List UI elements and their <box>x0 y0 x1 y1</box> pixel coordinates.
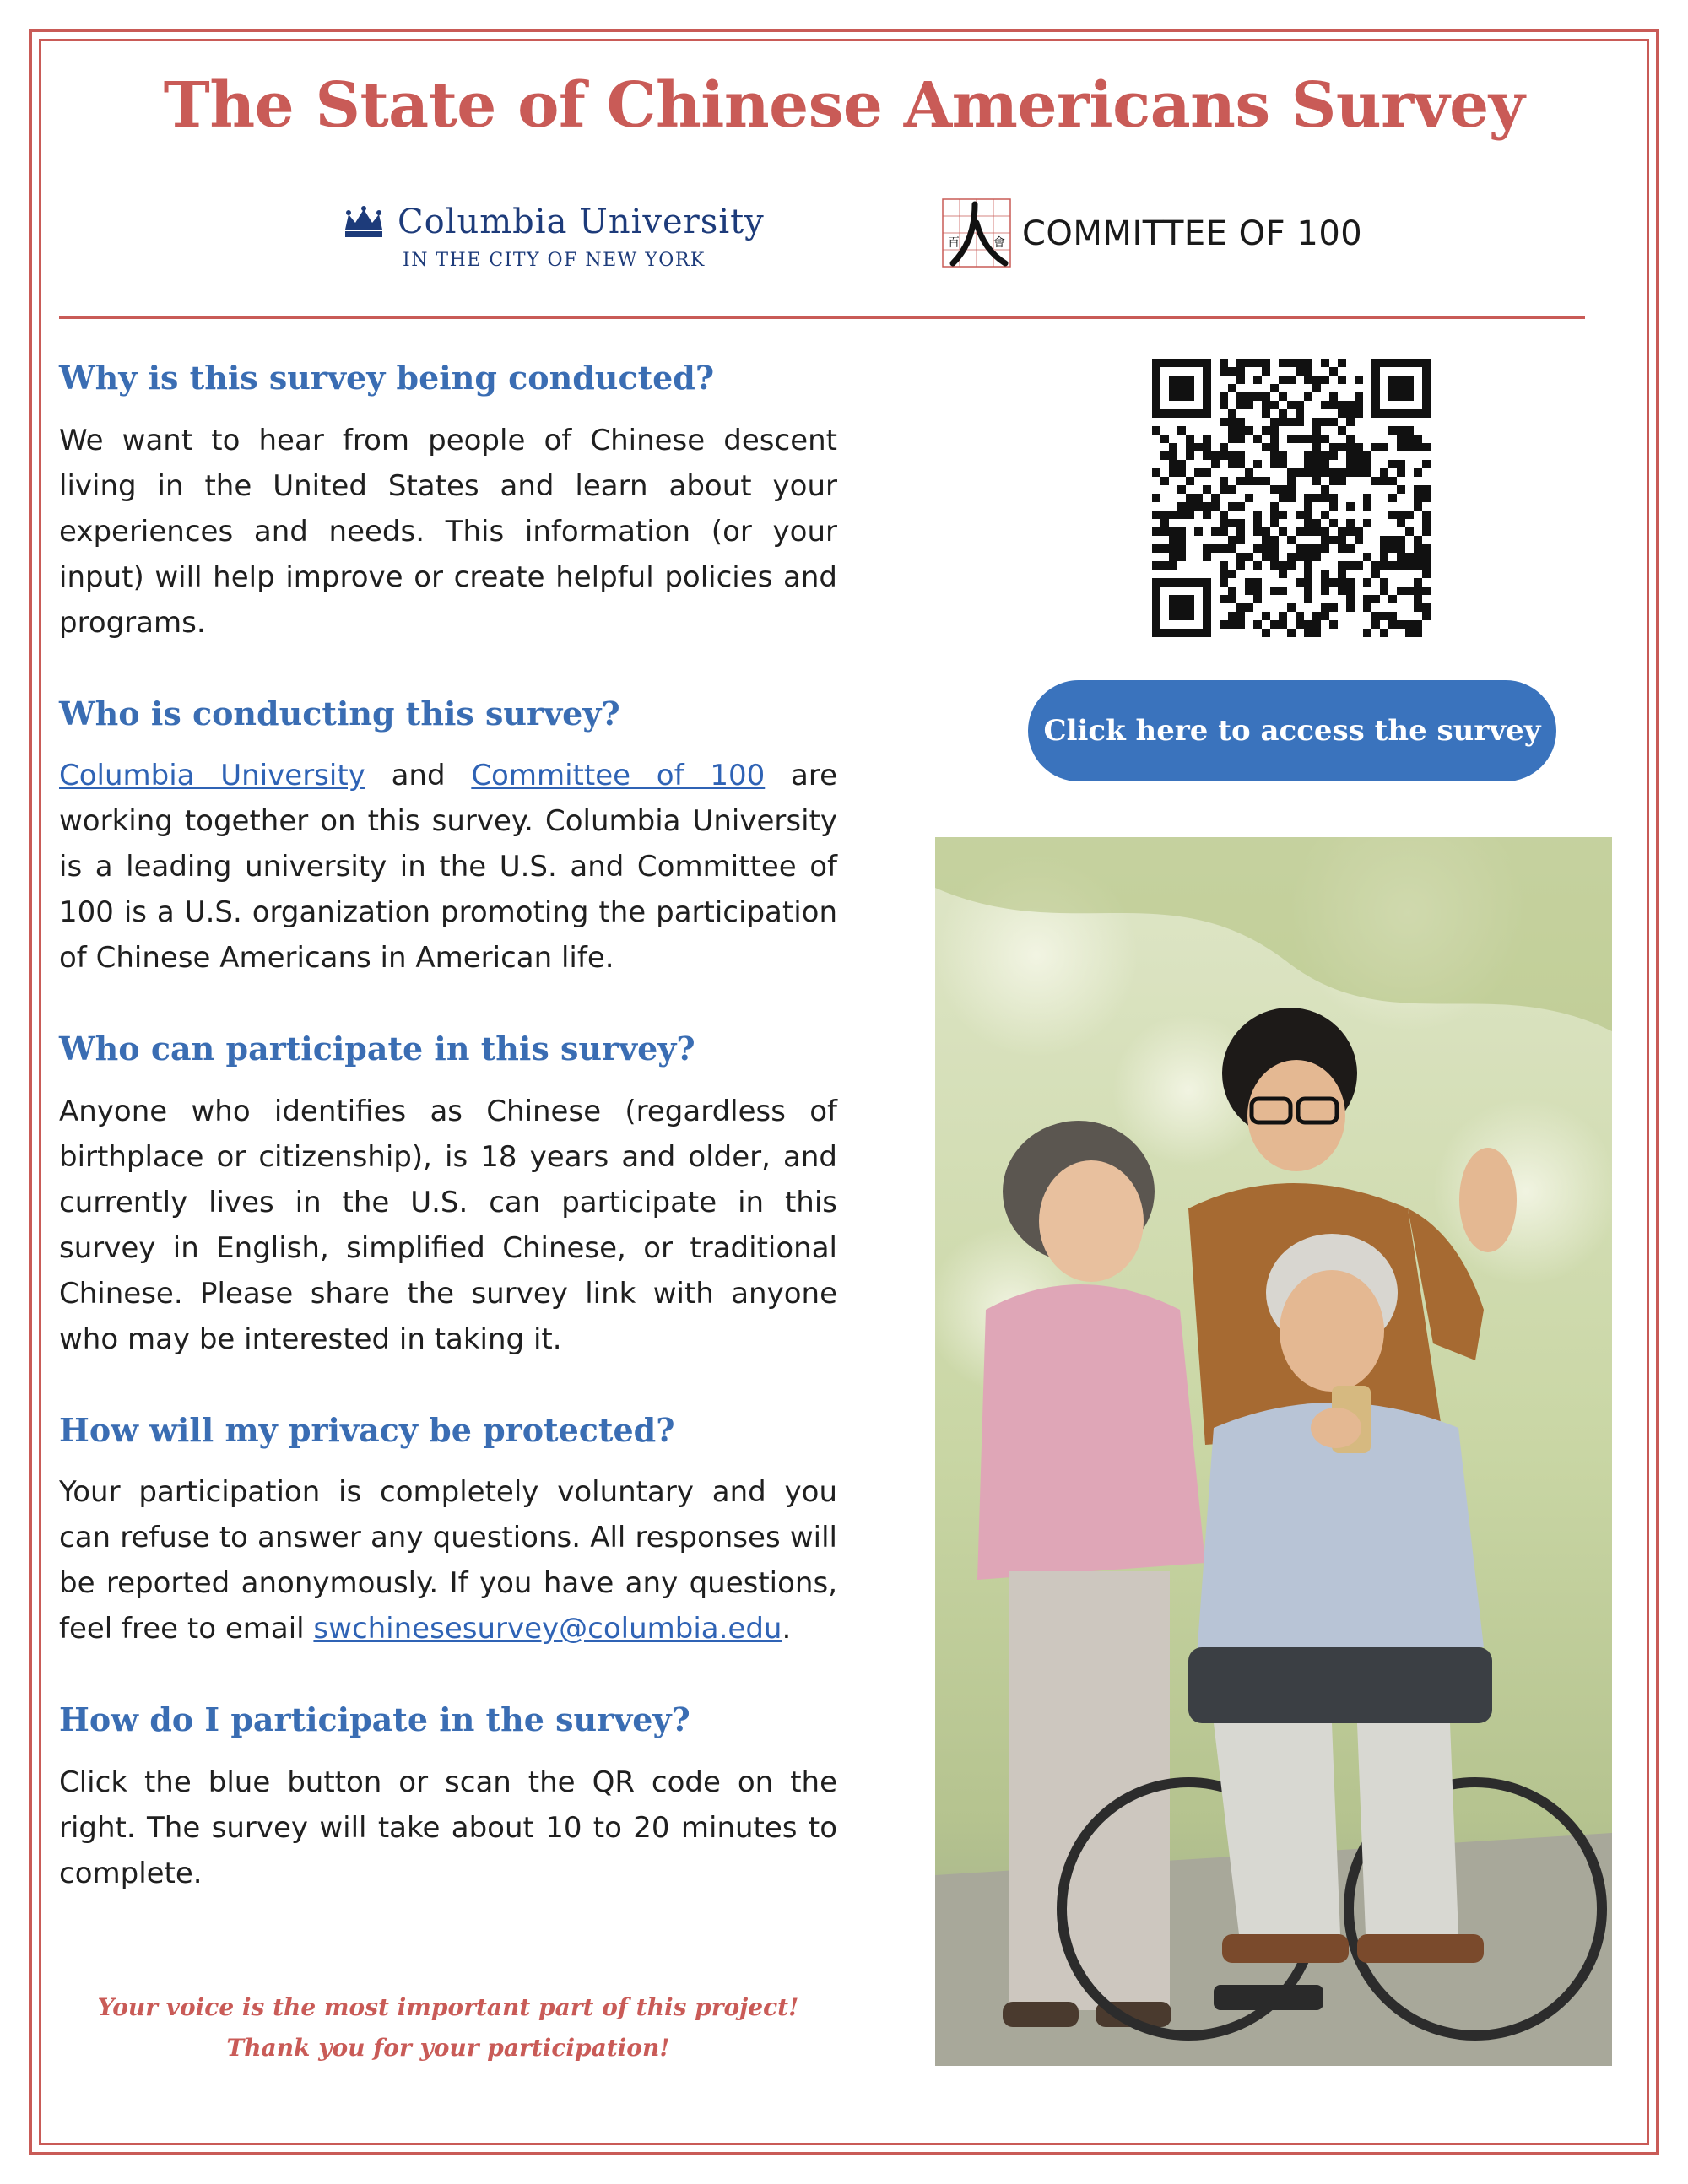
closing-line-1: Your voice is the most important part of this project! <box>97 1993 799 2021</box>
columbia-logo <box>342 203 789 278</box>
email-link[interactable]: swchinesesurvey@columbia.edu <box>313 1612 782 1646</box>
section-body-why: We want to hear from people of Chinese descent living in the United States and learn about your experiences and needs. This information (or your input) will help improve or create helpful policies and programs. <box>59 423 837 640</box>
section-body-how: Click the blue button or scan the QR code on the right. The survey will take about 10 to 20 minutes to complete. <box>59 1765 837 1890</box>
section-privacy <box>59 1411 837 1652</box>
section-who-conducting <box>59 695 837 981</box>
who-conducting-rest: are working together on this survey. Columbia University is a leading university in the U.S. and Committee of 100 is a U.S. organization promoting the participation of Chinese Americans in American life. <box>59 759 838 976</box>
committee-logo <box>941 197 1380 273</box>
section-heading-privacy: How will my privacy be protected? <box>59 1410 675 1449</box>
section-why <box>59 359 837 646</box>
svg-text:會: 會 <box>993 236 1005 250</box>
section-heading-who-participate: Who can participate in this survey? <box>59 1030 695 1068</box>
committee-link[interactable]: Committee of 100 <box>471 759 766 793</box>
page-title: The State of Chinese Americans Survey <box>163 69 1525 142</box>
crown-icon <box>342 206 386 240</box>
photo-illustration <box>935 837 1612 2066</box>
access-survey-button[interactable]: Click here to access the survey <box>1028 680 1556 781</box>
family-photo <box>935 837 1612 2066</box>
qr-code[interactable] <box>1152 359 1431 637</box>
closing-line-2: Thank you for your participation! <box>226 2034 670 2062</box>
columbia-subtitle: IN THE CITY OF NEW YORK <box>403 250 706 271</box>
section-who-participate <box>59 1030 837 1362</box>
privacy-text: Your participation is completely voluntary and you can refuse to answer any questions. All responses will be reported anonymously. If you have any questions, feel free to email <box>59 1475 837 1646</box>
privacy-end: . <box>782 1612 792 1646</box>
section-heading-how: How do I participate in the survey? <box>59 1700 690 1739</box>
columbia-link[interactable]: Columbia University <box>59 759 365 793</box>
section-how <box>59 1700 837 1896</box>
closing-message <box>59 1987 837 2068</box>
section-body-who-conducting <box>59 753 837 981</box>
section-body-privacy <box>59 1469 837 1652</box>
columbia-name: Columbia University <box>398 203 765 241</box>
svg-text:百: 百 <box>948 236 960 250</box>
header-divider <box>59 316 1585 319</box>
committee-seal-icon <box>941 197 1012 268</box>
section-heading-who-conducting: Who is conducting this survey? <box>59 694 620 733</box>
and-text: and <box>365 759 472 793</box>
section-body-who-participate: Anyone who identifies as Chinese (regardless of birthplace or citizenship), is 18 years and older, and currently lives in the U.S. can participate in this survey in English, simplified Chinese, or traditional Chinese. Please share the survey link with anyone who may be interested in taking it. <box>59 1094 837 1356</box>
content-column <box>59 359 837 1945</box>
committee-name: COMMITTEE OF 100 <box>1022 214 1363 253</box>
section-heading-why: Why is this survey being conducted? <box>59 359 715 397</box>
